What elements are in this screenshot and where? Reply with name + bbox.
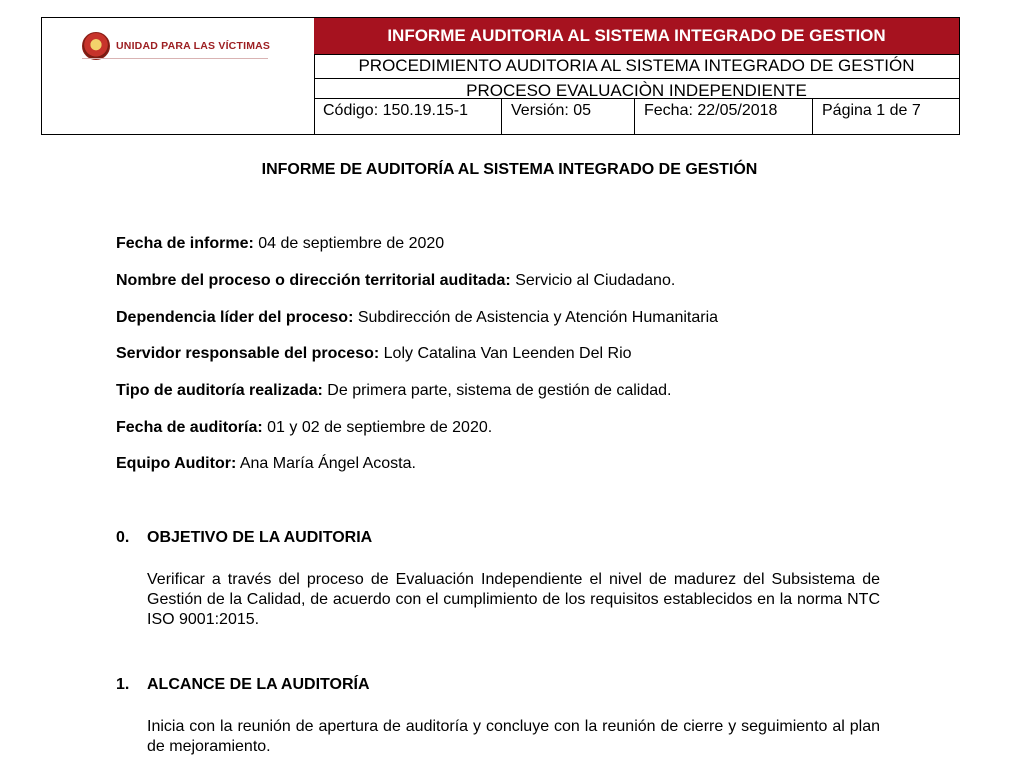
header-procedure: PROCEDIMIENTO AUDITORIA AL SISTEMA INTEGRADO DE GESTIÓN bbox=[314, 54, 959, 79]
field-label: Fecha de informe: bbox=[116, 235, 254, 252]
section-heading-objective bbox=[116, 529, 372, 547]
header-title: INFORME AUDITORIA AL SISTEMA INTEGRADO DE GESTION bbox=[314, 18, 959, 55]
header-code: Código: 150.19.15-1 bbox=[314, 99, 502, 135]
field-value: 01 y 02 de septiembre de 2020. bbox=[262, 419, 493, 436]
field-process-name bbox=[116, 272, 675, 290]
section-text-scope: Inicia con la reunión de apertura de auditoría y concluye con la reunión de cierre y seguimiento al plan de mejoramiento. bbox=[147, 718, 880, 755]
section-heading-scope bbox=[116, 676, 370, 694]
field-value: 04 de septiembre de 2020 bbox=[253, 235, 445, 252]
logo-underline bbox=[82, 58, 268, 59]
coat-of-arms-icon bbox=[82, 32, 110, 60]
logo-cell bbox=[42, 18, 315, 134]
field-audit-date bbox=[116, 419, 492, 437]
field-label: Equipo Auditor: bbox=[116, 455, 237, 472]
field-value: Subdirección de Asistencia y Atención Humanitaria bbox=[353, 309, 719, 326]
section-number: 1. bbox=[116, 676, 130, 693]
header-process: PROCESO EVALUACIÒN INDEPENDIENTE bbox=[466, 81, 807, 98]
section-number: 0. bbox=[116, 529, 130, 546]
field-label: Fecha de auditoría: bbox=[116, 419, 263, 436]
field-label: Dependencia líder del proceso: bbox=[116, 309, 354, 326]
document-title: INFORME DE AUDITORÍA AL SISTEMA INTEGRADO DE GESTIÓN bbox=[261, 161, 758, 178]
field-label: Tipo de auditoría realizada: bbox=[116, 382, 323, 399]
field-label: Servidor responsable del proceso: bbox=[116, 345, 380, 362]
field-value: De primera parte, sistema de gestión de calidad. bbox=[322, 382, 672, 399]
field-responsible bbox=[116, 345, 632, 363]
field-lead-dependency bbox=[116, 309, 718, 327]
header-meta-row bbox=[314, 98, 959, 135]
header-page: Página 1 de 7 bbox=[822, 102, 921, 119]
header-version: Versión: 05 bbox=[502, 99, 635, 135]
section-text-objective: Verificar a través del proceso de Evaluación Independiente el nivel de madurez del Subsistema de Gestión de la Calidad, de acuerdo con el cumplimiento de los requisitos establecidos en la norma NTC ISO 9001:2015. bbox=[147, 571, 880, 628]
field-report-date bbox=[116, 235, 444, 253]
field-value: Ana María Ángel Acosta. bbox=[236, 455, 416, 472]
header-date: Fecha: 22/05/2018 bbox=[635, 99, 813, 135]
document-header bbox=[41, 17, 960, 135]
field-audit-type bbox=[116, 382, 671, 400]
field-audit-team bbox=[116, 455, 416, 473]
logo-text: UNIDAD PARA LAS VÍCTIMAS bbox=[116, 40, 271, 52]
field-label: Nombre del proceso o dirección territorial auditada: bbox=[116, 272, 511, 289]
section-title: OBJETIVO DE LA AUDITORIA bbox=[147, 529, 373, 546]
field-value: Servicio al Ciudadano. bbox=[510, 272, 676, 289]
section-title: ALCANCE DE LA AUDITORÍA bbox=[147, 676, 370, 693]
field-value: Loly Catalina Van Leenden Del Rio bbox=[379, 345, 632, 362]
